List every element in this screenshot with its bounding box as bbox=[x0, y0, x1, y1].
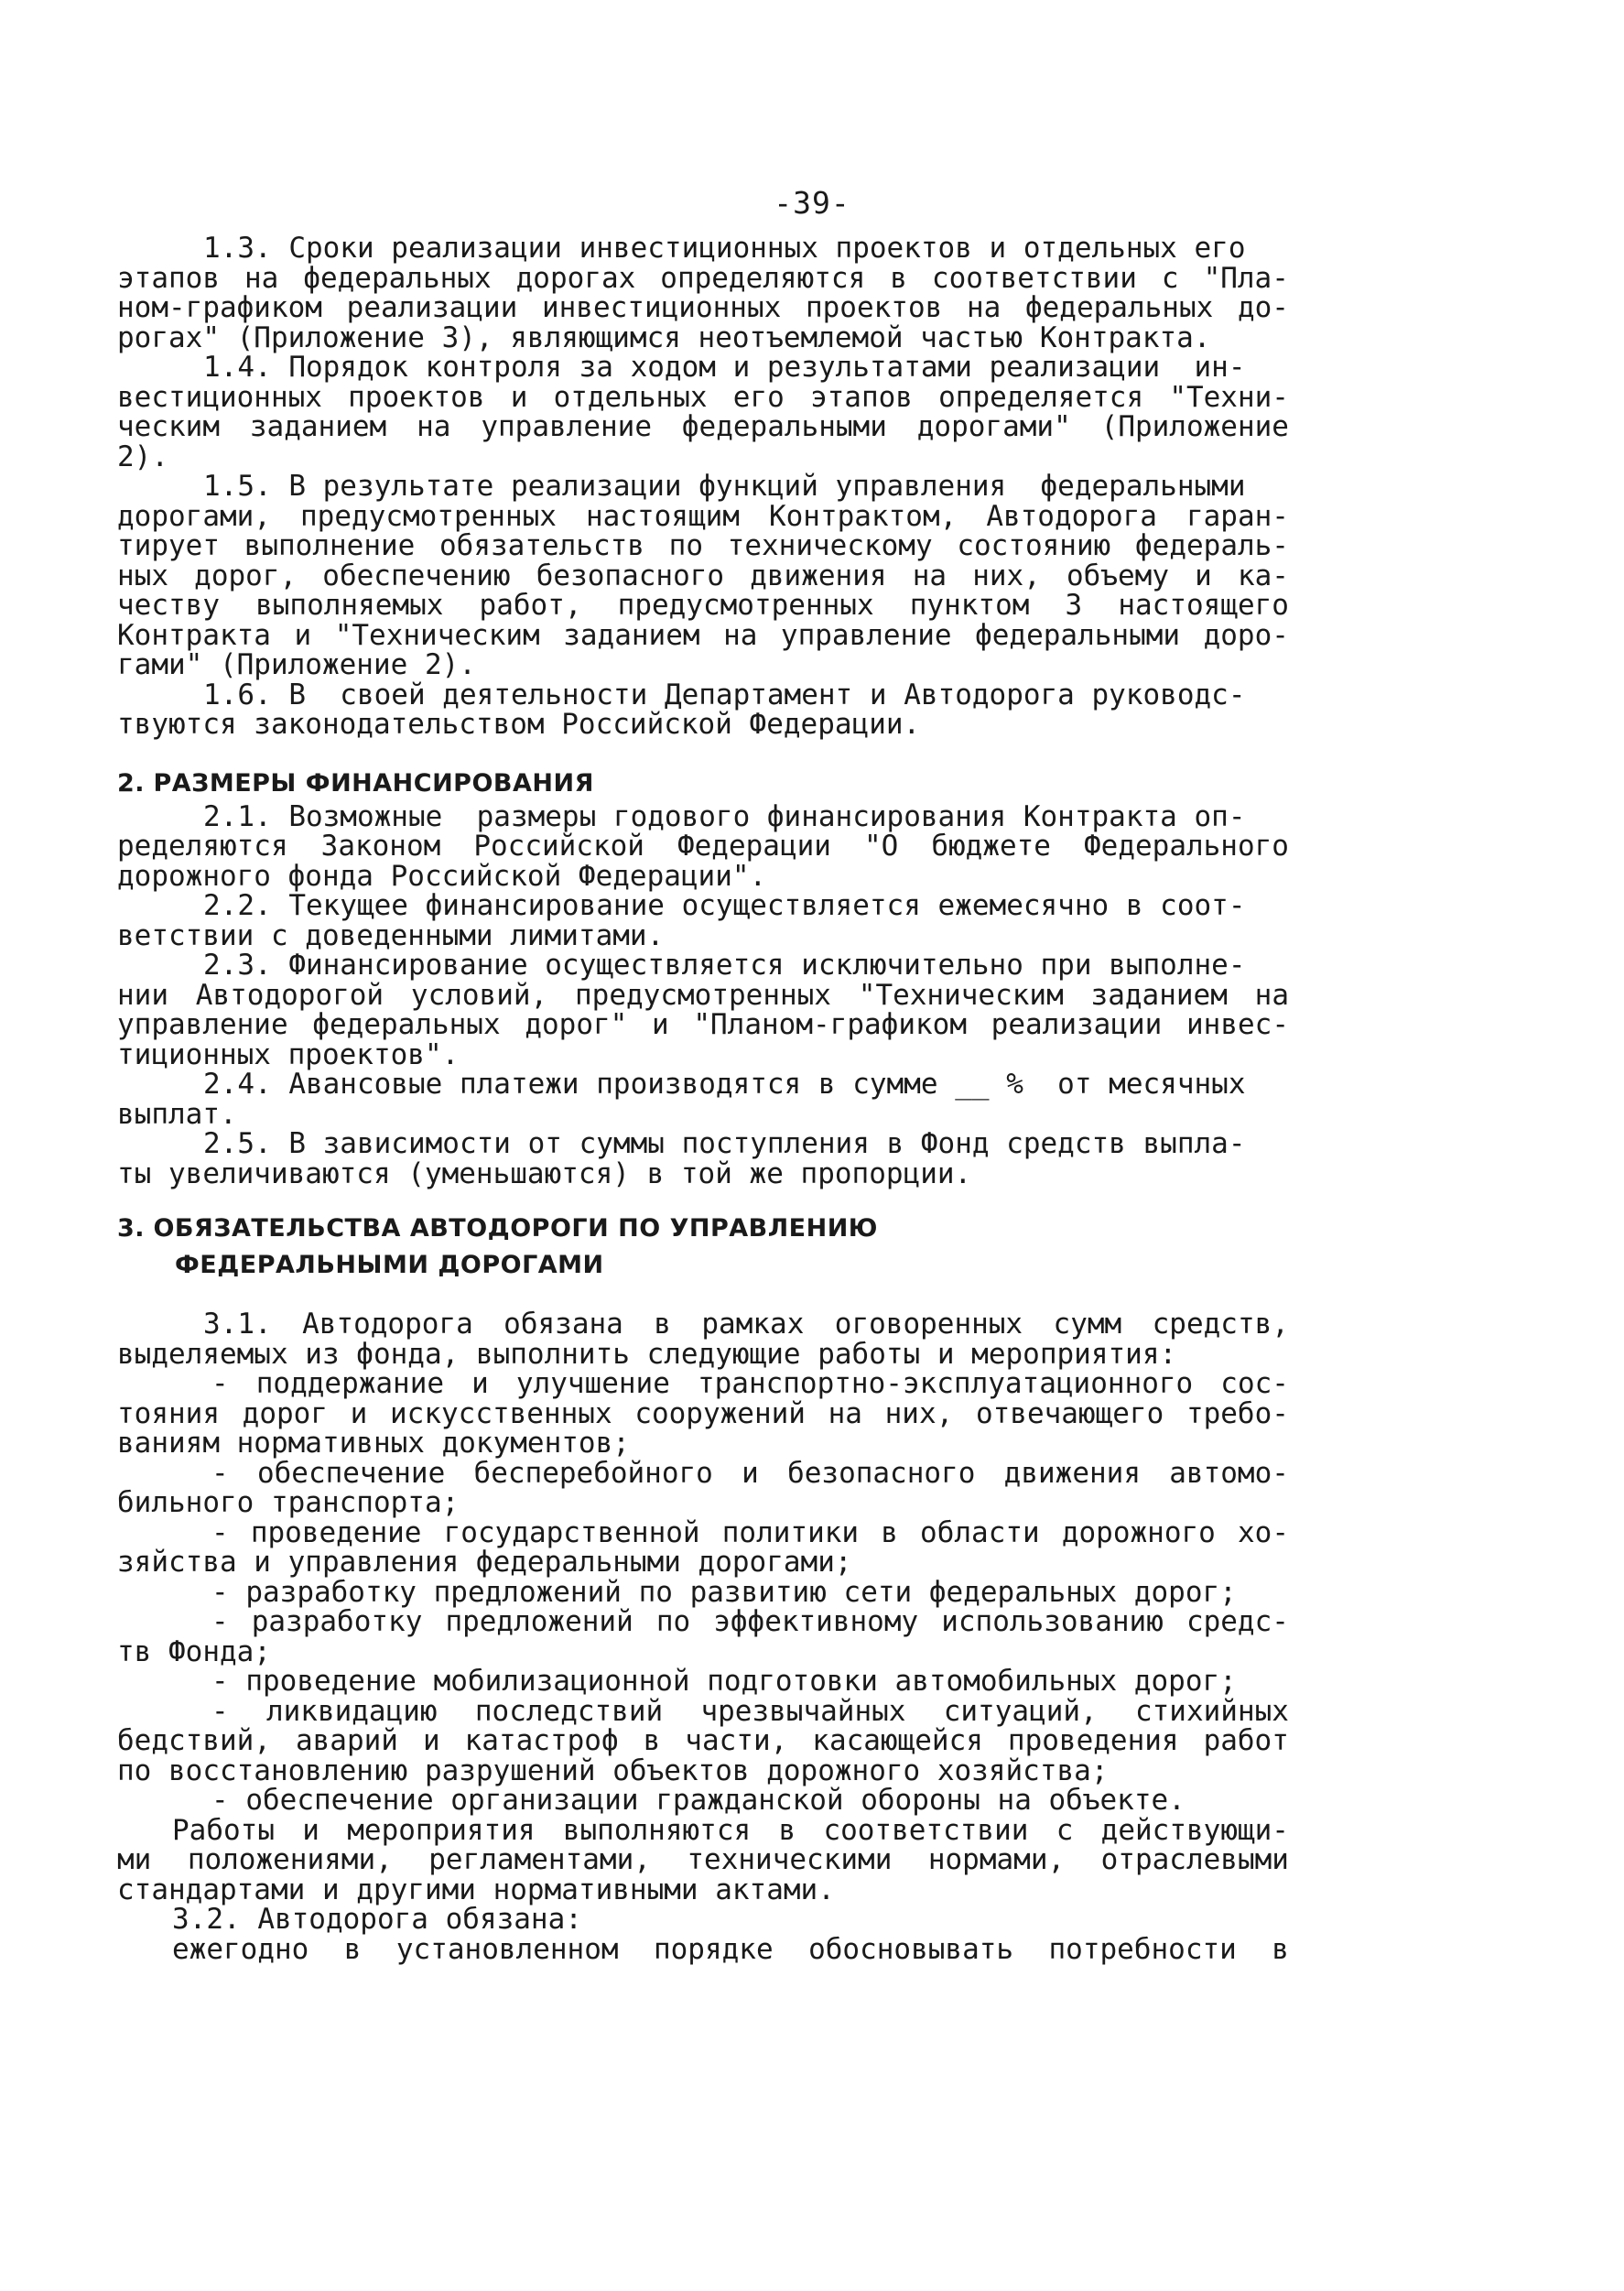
word: обеспечение bbox=[256, 1456, 446, 1490]
word: инвес- bbox=[1186, 1008, 1289, 1041]
word: дорогами" bbox=[916, 410, 1071, 443]
paragraph-2-3 bbox=[117, 950, 1289, 1069]
word: Работы bbox=[172, 1813, 275, 1847]
text-line bbox=[117, 1932, 1289, 1966]
word: этапов bbox=[117, 261, 220, 295]
list-item bbox=[117, 1456, 1289, 1519]
word: в bbox=[1272, 1932, 1289, 1966]
word: с bbox=[1161, 261, 1179, 295]
word: установленном bbox=[395, 1932, 619, 1966]
word: предусмотренных bbox=[575, 978, 831, 1012]
section-2-heading: 2. РАЗМЕРЫ ФИНАНСИРОВАНИЯ bbox=[117, 768, 594, 798]
word: - bbox=[211, 1456, 229, 1490]
word: части, bbox=[685, 1724, 788, 1757]
word: "Планом-графиком bbox=[693, 1008, 967, 1041]
text-line bbox=[117, 1396, 1289, 1430]
word: на bbox=[828, 1396, 862, 1430]
word: стихийных bbox=[1134, 1694, 1289, 1728]
word: определяется bbox=[938, 380, 1144, 414]
word: положениями, bbox=[187, 1843, 393, 1876]
text-line bbox=[117, 1309, 1289, 1340]
word: обязана bbox=[503, 1308, 623, 1341]
word: работ, bbox=[479, 589, 582, 622]
word: сос- bbox=[1220, 1367, 1289, 1400]
word: "Техническим bbox=[858, 978, 1064, 1012]
page-number: -39- bbox=[774, 185, 850, 221]
word: федеральных bbox=[303, 261, 492, 295]
word: них, bbox=[972, 559, 1041, 592]
text-line: выделяемых из фонда, выполнить следующие работы и мероприятия: bbox=[117, 1337, 1177, 1371]
text-line: 1.3. Сроки реализации инвестиционных проектов и отдельных его bbox=[203, 232, 1246, 265]
text-line: ваниям нормативных документов; bbox=[117, 1427, 630, 1460]
word: дорог bbox=[242, 1396, 328, 1430]
text-line bbox=[117, 1694, 1289, 1728]
word: на bbox=[417, 410, 451, 443]
word: безопасного bbox=[787, 1456, 976, 1490]
word: Контракта bbox=[117, 618, 271, 652]
word: ликвидацию bbox=[265, 1694, 438, 1728]
text-line: 2.5. В зависимости от суммы поступления в Фонд средств выпла- bbox=[203, 1127, 1246, 1160]
paragraph-3-1 bbox=[117, 1309, 1289, 1369]
word: ка- bbox=[1237, 559, 1289, 592]
paragraph-2-5 bbox=[117, 1129, 1289, 1189]
word: выполнение bbox=[244, 529, 416, 562]
word: чрезвычайных bbox=[700, 1694, 906, 1728]
word: - bbox=[211, 1605, 229, 1638]
word: них, bbox=[884, 1396, 954, 1430]
paragraph-1-6 bbox=[117, 680, 1289, 740]
text-line: зяйства и управления федеральными дорогами; bbox=[117, 1546, 852, 1579]
list-item bbox=[117, 1607, 1289, 1667]
word: проведения bbox=[1007, 1724, 1179, 1757]
paragraph-2-4 bbox=[117, 1069, 1289, 1129]
word: бесперебойного bbox=[473, 1456, 713, 1490]
paragraph-1-3 bbox=[117, 233, 1289, 353]
text-line: 1.4. Порядок контроля за ходом и результатами реализации ин- bbox=[203, 351, 1246, 384]
word: в bbox=[890, 261, 907, 295]
text-line: бильного транспорта; bbox=[117, 1486, 460, 1519]
word: транспортно-эксплуатационного bbox=[697, 1367, 1194, 1400]
text-line bbox=[117, 1369, 1289, 1399]
word: федеральных bbox=[1024, 291, 1214, 324]
word: ных bbox=[117, 559, 168, 592]
word: выполняются bbox=[562, 1813, 752, 1847]
word: сумм bbox=[1053, 1308, 1122, 1341]
word: на bbox=[912, 559, 947, 592]
text-line bbox=[117, 412, 1289, 442]
text-line: 3.2. Автодорога обязана: bbox=[172, 1903, 582, 1936]
word: проектов bbox=[805, 291, 943, 324]
text-line bbox=[117, 561, 1289, 592]
text-line bbox=[117, 1456, 1289, 1490]
paragraph-2-2 bbox=[117, 891, 1289, 950]
word: средств, bbox=[1152, 1308, 1289, 1341]
word: настоящим bbox=[585, 499, 740, 533]
word: работ bbox=[1203, 1724, 1289, 1757]
word: на bbox=[723, 618, 758, 652]
word: Федерального bbox=[1084, 830, 1289, 863]
word: и bbox=[742, 1456, 759, 1490]
word: 3.1. bbox=[203, 1308, 272, 1341]
word: дорог" bbox=[525, 1008, 628, 1041]
word: заданием bbox=[249, 410, 387, 443]
text-line: тиционных проектов". bbox=[117, 1037, 460, 1071]
word: гаран- bbox=[1186, 499, 1289, 533]
paragraph-3-2 bbox=[117, 1905, 1289, 1964]
list-item bbox=[117, 1667, 1289, 1697]
word: в bbox=[654, 1308, 671, 1341]
word: заданием bbox=[563, 618, 700, 652]
word: ми bbox=[117, 1843, 152, 1876]
word: и bbox=[422, 1724, 440, 1757]
word: ежегодно bbox=[172, 1932, 309, 1966]
text-line: рогах" (Приложение 3), являющимся неотъемлемой частью Контракта. bbox=[117, 320, 1211, 354]
word: честву bbox=[117, 589, 220, 622]
word: предложений bbox=[445, 1605, 633, 1638]
word: мероприятия bbox=[347, 1813, 536, 1847]
word: хо- bbox=[1238, 1515, 1289, 1549]
paragraph-2-1 bbox=[117, 799, 1289, 893]
text-line bbox=[117, 591, 1289, 621]
word: предусмотренных bbox=[617, 589, 874, 622]
word: ном-графиком bbox=[117, 291, 322, 324]
text-line: тв Фонда; bbox=[117, 1634, 271, 1668]
word: дорогах bbox=[515, 261, 636, 295]
word: вестиционных bbox=[117, 380, 322, 414]
word: аварий bbox=[295, 1724, 398, 1757]
word: в bbox=[881, 1515, 898, 1549]
word: последствий bbox=[474, 1694, 664, 1728]
paragraph-1-4 bbox=[117, 353, 1289, 472]
word: до- bbox=[1237, 291, 1289, 324]
word: федеральными bbox=[681, 410, 887, 443]
word: и bbox=[652, 1008, 669, 1041]
word: рамках bbox=[701, 1308, 805, 1341]
word: регламентами, bbox=[428, 1843, 651, 1876]
word: улучшение bbox=[515, 1367, 670, 1400]
word: нормами, bbox=[927, 1843, 1066, 1876]
section-3-heading: 3. ОБЯЗАТЕЛЬСТВА АВТОДОРОГИ ПО УПРАВЛЕНИЮ ФЕДЕРАЛЬНЫМИ ДОРОГАМИ bbox=[117, 1214, 878, 1279]
text-line: 2.3. Финансирование осуществляется исключительно при выполне- bbox=[203, 949, 1246, 982]
word: по bbox=[655, 1605, 691, 1638]
word: использованию bbox=[941, 1605, 1164, 1638]
text-line: дорожного фонда Российской Федерации". bbox=[117, 859, 767, 893]
text-line bbox=[117, 831, 1289, 862]
word: требо- bbox=[1186, 1396, 1289, 1430]
word: федеральными bbox=[975, 618, 1181, 652]
document-body bbox=[117, 233, 1289, 1964]
text-line bbox=[117, 1010, 1289, 1040]
word: бедствий, bbox=[117, 1724, 271, 1757]
word: этапов bbox=[809, 380, 913, 414]
text-line bbox=[117, 531, 1289, 561]
list-item bbox=[117, 1369, 1289, 1459]
word: условий, bbox=[410, 978, 548, 1012]
text-line: 2.1. Возможные размеры годового финансирования Контракта оп- bbox=[203, 799, 1246, 833]
word: объему bbox=[1066, 559, 1169, 592]
word: эффективному bbox=[713, 1605, 919, 1638]
word: тирует bbox=[117, 529, 220, 562]
word: отдельных bbox=[553, 380, 708, 414]
text-line: - проведение мобилизационной подготовки автомобильных дорог; bbox=[211, 1665, 1237, 1698]
word: - bbox=[211, 1367, 229, 1400]
word: Контрактом, bbox=[768, 499, 958, 533]
word: "Пла- bbox=[1203, 261, 1289, 295]
text-line: 2.4. Авансовые платежи производятся в сумме __ % от месячных bbox=[203, 1068, 1246, 1101]
list-item bbox=[117, 1515, 1289, 1579]
word: "Техническим bbox=[334, 618, 540, 652]
list-item bbox=[117, 1575, 1289, 1609]
word: области bbox=[920, 1515, 1040, 1549]
word: 3 bbox=[1065, 589, 1083, 622]
word: ческим bbox=[117, 410, 220, 443]
text-line bbox=[117, 1845, 1289, 1875]
word: обосновывать bbox=[808, 1932, 1014, 1966]
word: инвестиционных bbox=[541, 291, 782, 324]
word: ределяются bbox=[117, 830, 288, 863]
word: касающейся bbox=[812, 1724, 983, 1757]
word: автомо- bbox=[1169, 1456, 1289, 1490]
word: и bbox=[471, 1367, 489, 1400]
word: и bbox=[1195, 559, 1212, 592]
text-line bbox=[117, 978, 1289, 1012]
word: реализации bbox=[346, 291, 518, 324]
word: порядке bbox=[653, 1932, 774, 1966]
word: и bbox=[510, 380, 528, 414]
word: реализации bbox=[991, 1008, 1163, 1041]
text-line: по восстановлению разрушений объектов дорожного хозяйства; bbox=[117, 1754, 1109, 1787]
word: на bbox=[966, 291, 1001, 324]
word: дорог, bbox=[194, 559, 298, 592]
word: по bbox=[668, 529, 703, 562]
word: поддержание bbox=[255, 1367, 445, 1400]
text-line bbox=[117, 380, 1289, 414]
word: тояния bbox=[117, 1396, 220, 1430]
word: движения bbox=[750, 559, 887, 592]
word: Автодорогой bbox=[195, 978, 384, 1012]
word: искусственных bbox=[390, 1396, 612, 1430]
word: его bbox=[732, 380, 785, 414]
word: потребности bbox=[1048, 1932, 1237, 1966]
word: соответствии bbox=[931, 261, 1137, 295]
word: сооружений bbox=[634, 1396, 806, 1430]
word: определяются bbox=[660, 261, 866, 295]
word: (Приложение bbox=[1100, 410, 1289, 443]
word: в bbox=[343, 1932, 362, 1966]
word: обеспечению bbox=[322, 559, 511, 592]
word: в bbox=[778, 1813, 796, 1847]
word: ситуаций, bbox=[943, 1694, 1098, 1728]
text-line: - обеспечение организации гражданской обороны на объекте. bbox=[211, 1784, 1186, 1817]
word: предусмотренных bbox=[300, 499, 557, 533]
word: федераль- bbox=[1135, 529, 1289, 562]
word: и bbox=[350, 1396, 368, 1430]
word: Федерации bbox=[677, 830, 831, 863]
word: дорожного bbox=[1061, 1515, 1216, 1549]
text-line: ты увеличиваются (уменьшаются) в той же пропорции. bbox=[117, 1156, 972, 1190]
word: на bbox=[244, 261, 279, 295]
word: - bbox=[211, 1694, 229, 1728]
word: управление bbox=[780, 618, 952, 652]
text-line bbox=[117, 618, 1289, 652]
word: катастроф bbox=[464, 1724, 619, 1757]
text-line: выплат. bbox=[117, 1097, 237, 1131]
word: техническими bbox=[687, 1843, 893, 1876]
word: в bbox=[643, 1724, 661, 1757]
text-line: 1.5. В результате реализации функций управления федеральными bbox=[203, 470, 1246, 503]
word: на bbox=[1254, 978, 1289, 1012]
word: движения bbox=[1003, 1456, 1141, 1490]
word: безопасного bbox=[536, 559, 725, 592]
text-line bbox=[117, 1813, 1289, 1847]
word: оговоренных bbox=[834, 1308, 1023, 1341]
word: государственной bbox=[443, 1515, 700, 1549]
word: управление bbox=[117, 1008, 288, 1041]
text-line: ветствии с доведенными лимитами. bbox=[117, 918, 665, 952]
word: "Техни- bbox=[1169, 380, 1289, 414]
word: "О bbox=[863, 830, 899, 863]
word: проектов bbox=[348, 380, 485, 414]
word: отраслевыми bbox=[1100, 1843, 1289, 1876]
word: выполняемых bbox=[255, 589, 444, 622]
word: разработку bbox=[251, 1605, 423, 1638]
list-item bbox=[117, 1786, 1289, 1816]
word: обязательств bbox=[439, 529, 644, 562]
word: Автодорога bbox=[302, 1308, 473, 1341]
word: и bbox=[294, 618, 312, 652]
word: соответствии bbox=[823, 1813, 1029, 1847]
text-line: 1.6. В своей деятельности Департамент и Автодорога руководс- bbox=[203, 678, 1246, 711]
paragraph-1-5 bbox=[117, 472, 1289, 680]
list-item bbox=[117, 1694, 1289, 1787]
text-line: твуются законодательством Российской Федерации. bbox=[117, 708, 921, 741]
word: отвечающего bbox=[975, 1396, 1164, 1430]
text-line bbox=[117, 1726, 1289, 1756]
word: - bbox=[211, 1515, 229, 1549]
text-line: - разработку предложений по развитию сети федеральных дорог; bbox=[211, 1575, 1237, 1609]
text-line bbox=[117, 1515, 1289, 1549]
word: техническому bbox=[727, 529, 933, 562]
text-line bbox=[117, 261, 1289, 295]
word: проведение bbox=[250, 1515, 422, 1549]
text-line: 2). bbox=[117, 440, 168, 473]
word: Законом bbox=[320, 830, 441, 863]
word: федеральных bbox=[312, 1008, 501, 1041]
text-line bbox=[117, 499, 1289, 533]
word: состоянию bbox=[957, 529, 1111, 562]
word: управление bbox=[481, 410, 652, 443]
word: нии bbox=[117, 978, 168, 1012]
word: настоящего bbox=[1118, 589, 1289, 622]
word: политики bbox=[721, 1515, 860, 1549]
word: действующи- bbox=[1100, 1813, 1289, 1847]
word: бюджете bbox=[931, 830, 1051, 863]
word: Российской bbox=[473, 830, 644, 863]
text-line bbox=[117, 1607, 1289, 1637]
text-line bbox=[117, 293, 1289, 323]
text-line: гами" (Приложение 2). bbox=[117, 648, 476, 681]
paragraph-works bbox=[117, 1813, 1289, 1906]
word: дорогами, bbox=[117, 499, 271, 533]
word: пунктом bbox=[909, 589, 1030, 622]
text-line: 2.2. Текущее финансирование осуществляется ежемесячно в соот- bbox=[203, 889, 1246, 922]
word: и bbox=[302, 1813, 319, 1847]
word: средс- bbox=[1186, 1605, 1289, 1638]
word: с bbox=[1056, 1813, 1074, 1847]
word: доро- bbox=[1203, 618, 1289, 652]
word: Автодорога bbox=[986, 499, 1157, 533]
word: заданием bbox=[1090, 978, 1228, 1012]
text-line: стандартами и другими нормативными актами. bbox=[117, 1873, 835, 1906]
